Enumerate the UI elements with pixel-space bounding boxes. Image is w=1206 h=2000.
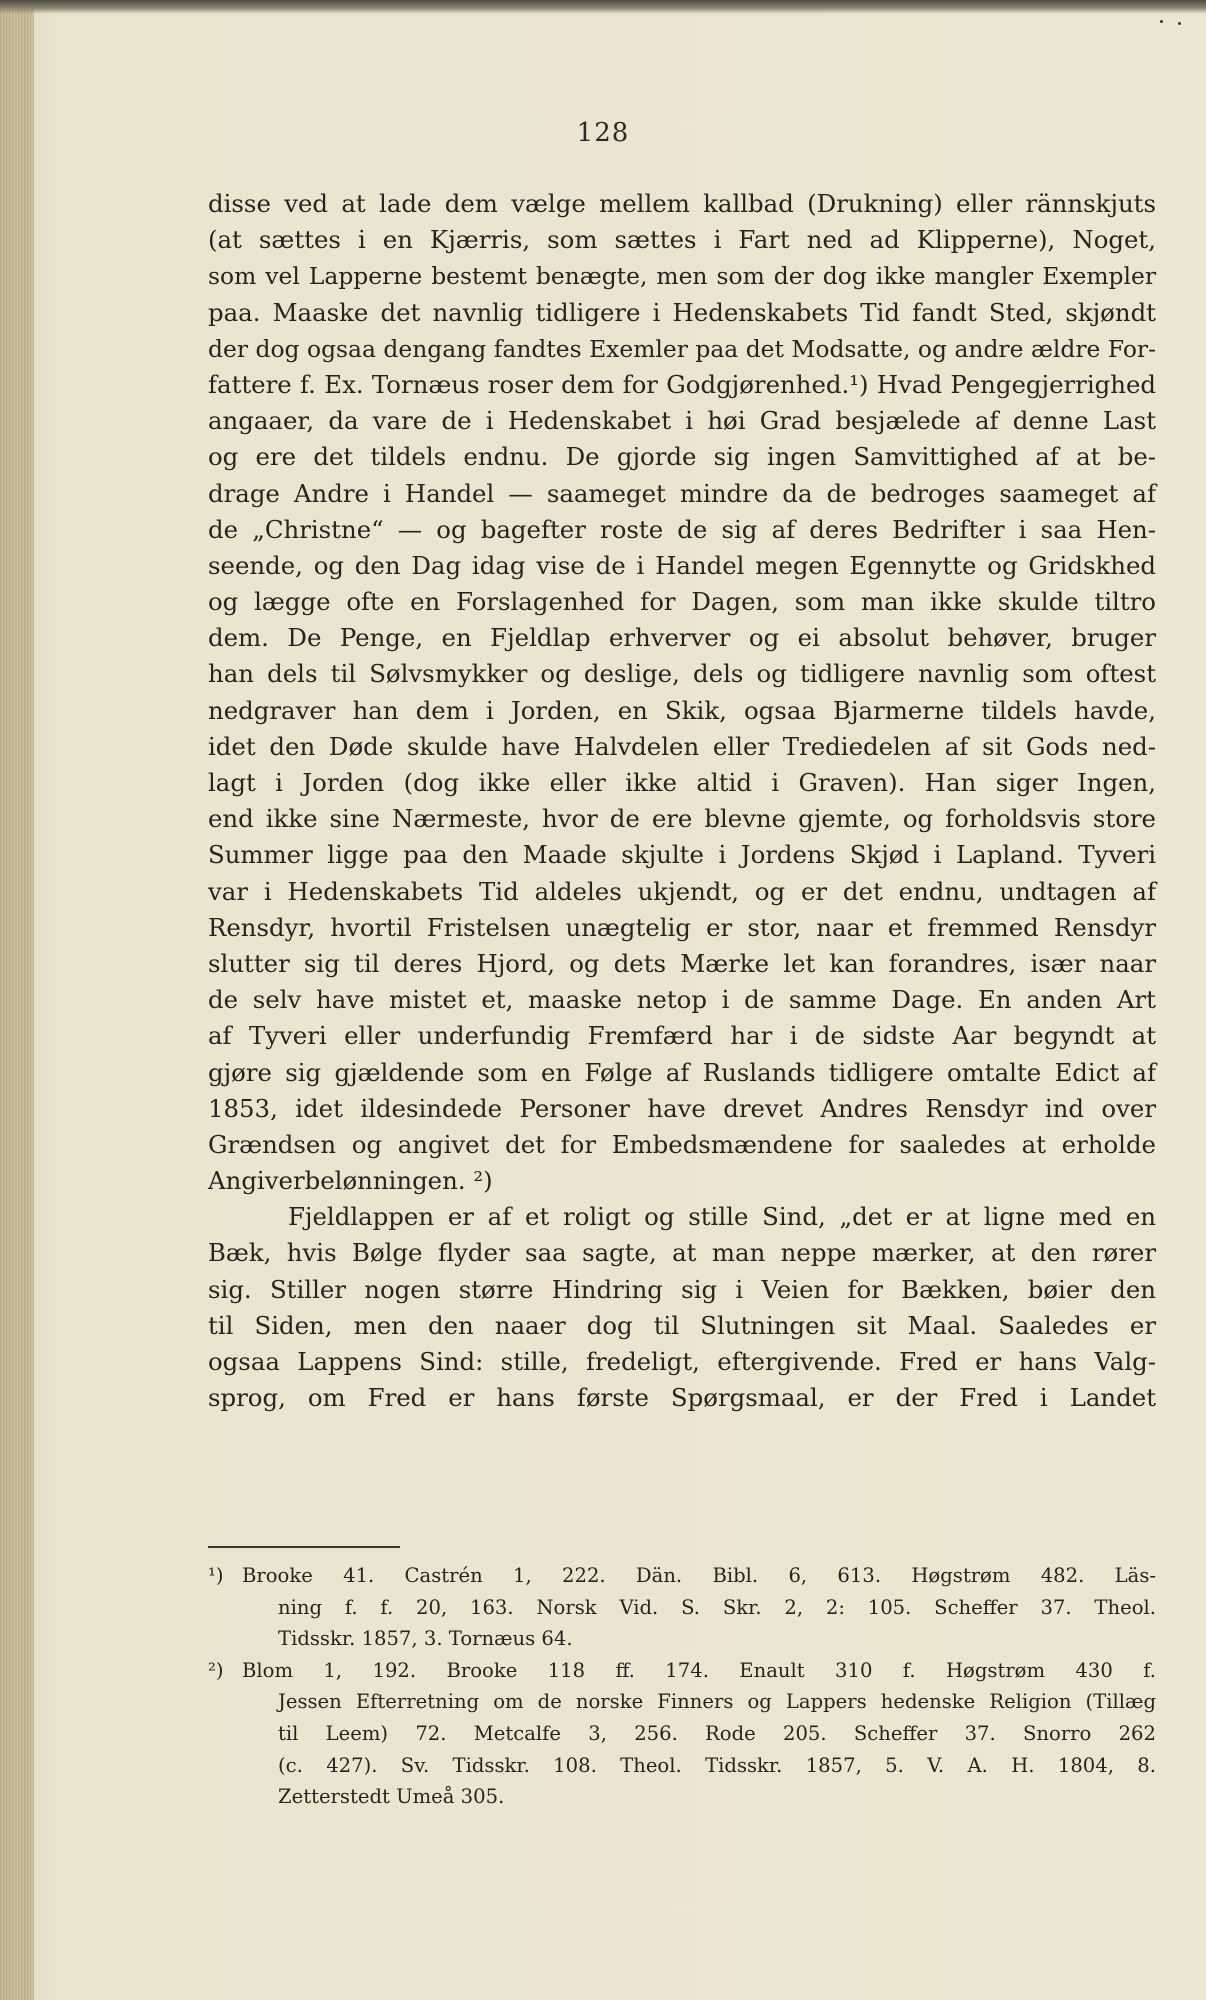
text-line: Summer ligge paa den Maade skjulte i Jordens Skjød i Lapland. Tyveri — [208, 840, 1156, 870]
text-line: Bæk, hvis Bølge flyder saa sagte, at man neppe mærker, at den rører — [208, 1238, 1156, 1268]
body-text — [208, 186, 1156, 1416]
text-line: sig. Stiller nogen større Hindring sig i Veien for Bækken, bøier den — [208, 1274, 1156, 1304]
text-line: af Tyveri eller underfundig Fremfærd har i de sidste Aar begyndt at — [208, 1021, 1156, 1051]
text-line: gjøre sig gjældende som en Følge af Ruslands tidligere omtalte Edict af — [208, 1057, 1156, 1087]
text-line: angaaer, da vare de i Hedenskabet i høi Grad besjælede af denne Last — [208, 406, 1156, 436]
footnote-2-line: Jessen Efterretning om de norske Finners og Lappers hedenske Religion (Tillæg — [278, 1690, 1156, 1714]
text-line: slutter sig til deres Hjord, og dets Mærke let kan forandres, især naar — [208, 948, 1156, 978]
text-line: disse ved at lade dem vælge mellem kallbad (Drukning) eller rännskjuts — [208, 189, 1156, 218]
ink-speck — [1160, 20, 1163, 23]
footnote-rule — [208, 1546, 400, 1548]
text-line: til Siden, men den naaer dog til Slutningen sit Maal. Saaledes er — [208, 1310, 1156, 1340]
footnote-1-line: ning f. f. 20, 163. Norsk Vid. S. Skr. 2, 2: 105. Scheffer 37. Theol. — [278, 1595, 1156, 1619]
text-line: nedgraver han dem i Jorden, en Skik, ogsaa Bjarmerne tildels havde, — [208, 695, 1156, 725]
text-line: Angiverbelønningen. ²) — [208, 1166, 493, 1196]
footnote-2-line: Zetterstedt Umeå 305. — [278, 1785, 505, 1809]
footnote-text: Blom 1, 192. Brooke 118 ff. 174. Enault 310 f. Høgstrøm 430 f. — [242, 1658, 1156, 1682]
text-line: de „Christne“ — og bagefter roste de sig af deres Bedrifter i saa Hen- — [208, 514, 1156, 544]
text-line: Grændsen og angivet det for Embedsmændene for saaledes at erholde — [208, 1129, 1156, 1159]
footnote-1-line: Tidsskr. 1857, 3. Tornæus 64. — [278, 1627, 573, 1651]
text-line: han dels til Sølvsmykker og deslige, dels og tidligere navnlig som oftest — [208, 659, 1156, 689]
text-line: Fjeldlappen er af et roligt og stille Sind, „det er at ligne med en — [288, 1202, 1156, 1232]
text-line: som vel Lapperne bestemt benægte, men som der dog ikke mangler Exempler — [208, 262, 1156, 291]
footnotes — [208, 1560, 1156, 1813]
footnote-marker: ¹) — [208, 1564, 224, 1587]
text-line: (at sættes i en Kjærris, som sættes i Fart ned ad Klipperne), Noget, — [208, 225, 1156, 255]
page-number: 128 — [576, 118, 630, 148]
text-line: idet den Døde skulde have Halvdelen eller Trediedelen af sit Gods ned- — [208, 731, 1156, 761]
text-line: ogsaa Lappens Sind: stille, fredeligt, eftergivende. Fred er hans Valg- — [208, 1347, 1156, 1376]
footnote-2-line — [208, 1655, 1156, 1687]
footnote-2-line: (c. 427). Sv. Tidsskr. 108. Theol. Tidsskr. 1857, 5. V. A. H. 1804, 8. — [278, 1753, 1156, 1777]
text-line: og ere det tildels endnu. De gjorde sig ingen Samvittighed af at be- — [208, 442, 1156, 472]
text-line: og lægge ofte en Forslagenhed for Dagen, som man ikke skulde tiltro — [208, 587, 1156, 617]
text-line: drage Andre i Handel — saameget mindre da de bedroges saameget af — [208, 478, 1156, 508]
text-line: 1853, idet ildesindede Personer have drevet Andres Rensdyr ind over — [208, 1093, 1156, 1123]
text-line: Rensdyr, hvortil Fristelsen unægtelig er stor, naar et fremmed Rensdyr — [208, 912, 1156, 942]
text-line: fattere f. Ex. Tornæus roser dem for Godgjørenhed.¹) Hvad Pengegjerrighed — [208, 369, 1156, 399]
footnote-marker: ²) — [208, 1658, 224, 1682]
footnote-text: Brooke 41. Castrén 1, 222. Dän. Bibl. 6, 613. Høgstrøm 482. Läs- — [242, 1564, 1156, 1587]
footnote-2-line: til Leem) 72. Metcalfe 3, 256. Rode 205. Scheffer 37. Snorro 262 — [278, 1721, 1156, 1745]
text-line: paa. Maaske det navnlig tidligere i Hedenskabets Tid fandt Sted, skjøndt — [208, 297, 1156, 327]
text-line: var i Hedenskabets Tid aldeles ukjendt, og er det endnu, undtagen af — [208, 876, 1156, 906]
book-gutter — [0, 0, 34, 2000]
text-line: end ikke sine Nærmeste, hvor de ere blevne gjemte, og forholdsvis store — [208, 804, 1156, 834]
text-line: lagt i Jorden (dog ikke eller ikke altid i Graven). Han siger Ingen, — [208, 768, 1156, 797]
text-line: der dog ogsaa dengang fandtes Exemler paa det Modsatte, og andre ældre For- — [208, 334, 1156, 363]
page-top-shadow — [0, 0, 1206, 14]
text-line: dem. De Penge, en Fjeldlap erhverver og ei absolut behøver, bruger — [208, 623, 1156, 653]
text-line: seende, og den Dag idag vise de i Handel megen Egennytte og Gridskhed — [208, 550, 1156, 580]
ink-speck — [1178, 22, 1181, 25]
text-line: de selv have mistet et, maaske netop i de samme Dage. En anden Art — [208, 985, 1156, 1015]
text-line: sprog, om Fred er hans første Spørgsmaal, er der Fred i Landet — [208, 1383, 1156, 1413]
footnote-1-line — [208, 1560, 1156, 1592]
